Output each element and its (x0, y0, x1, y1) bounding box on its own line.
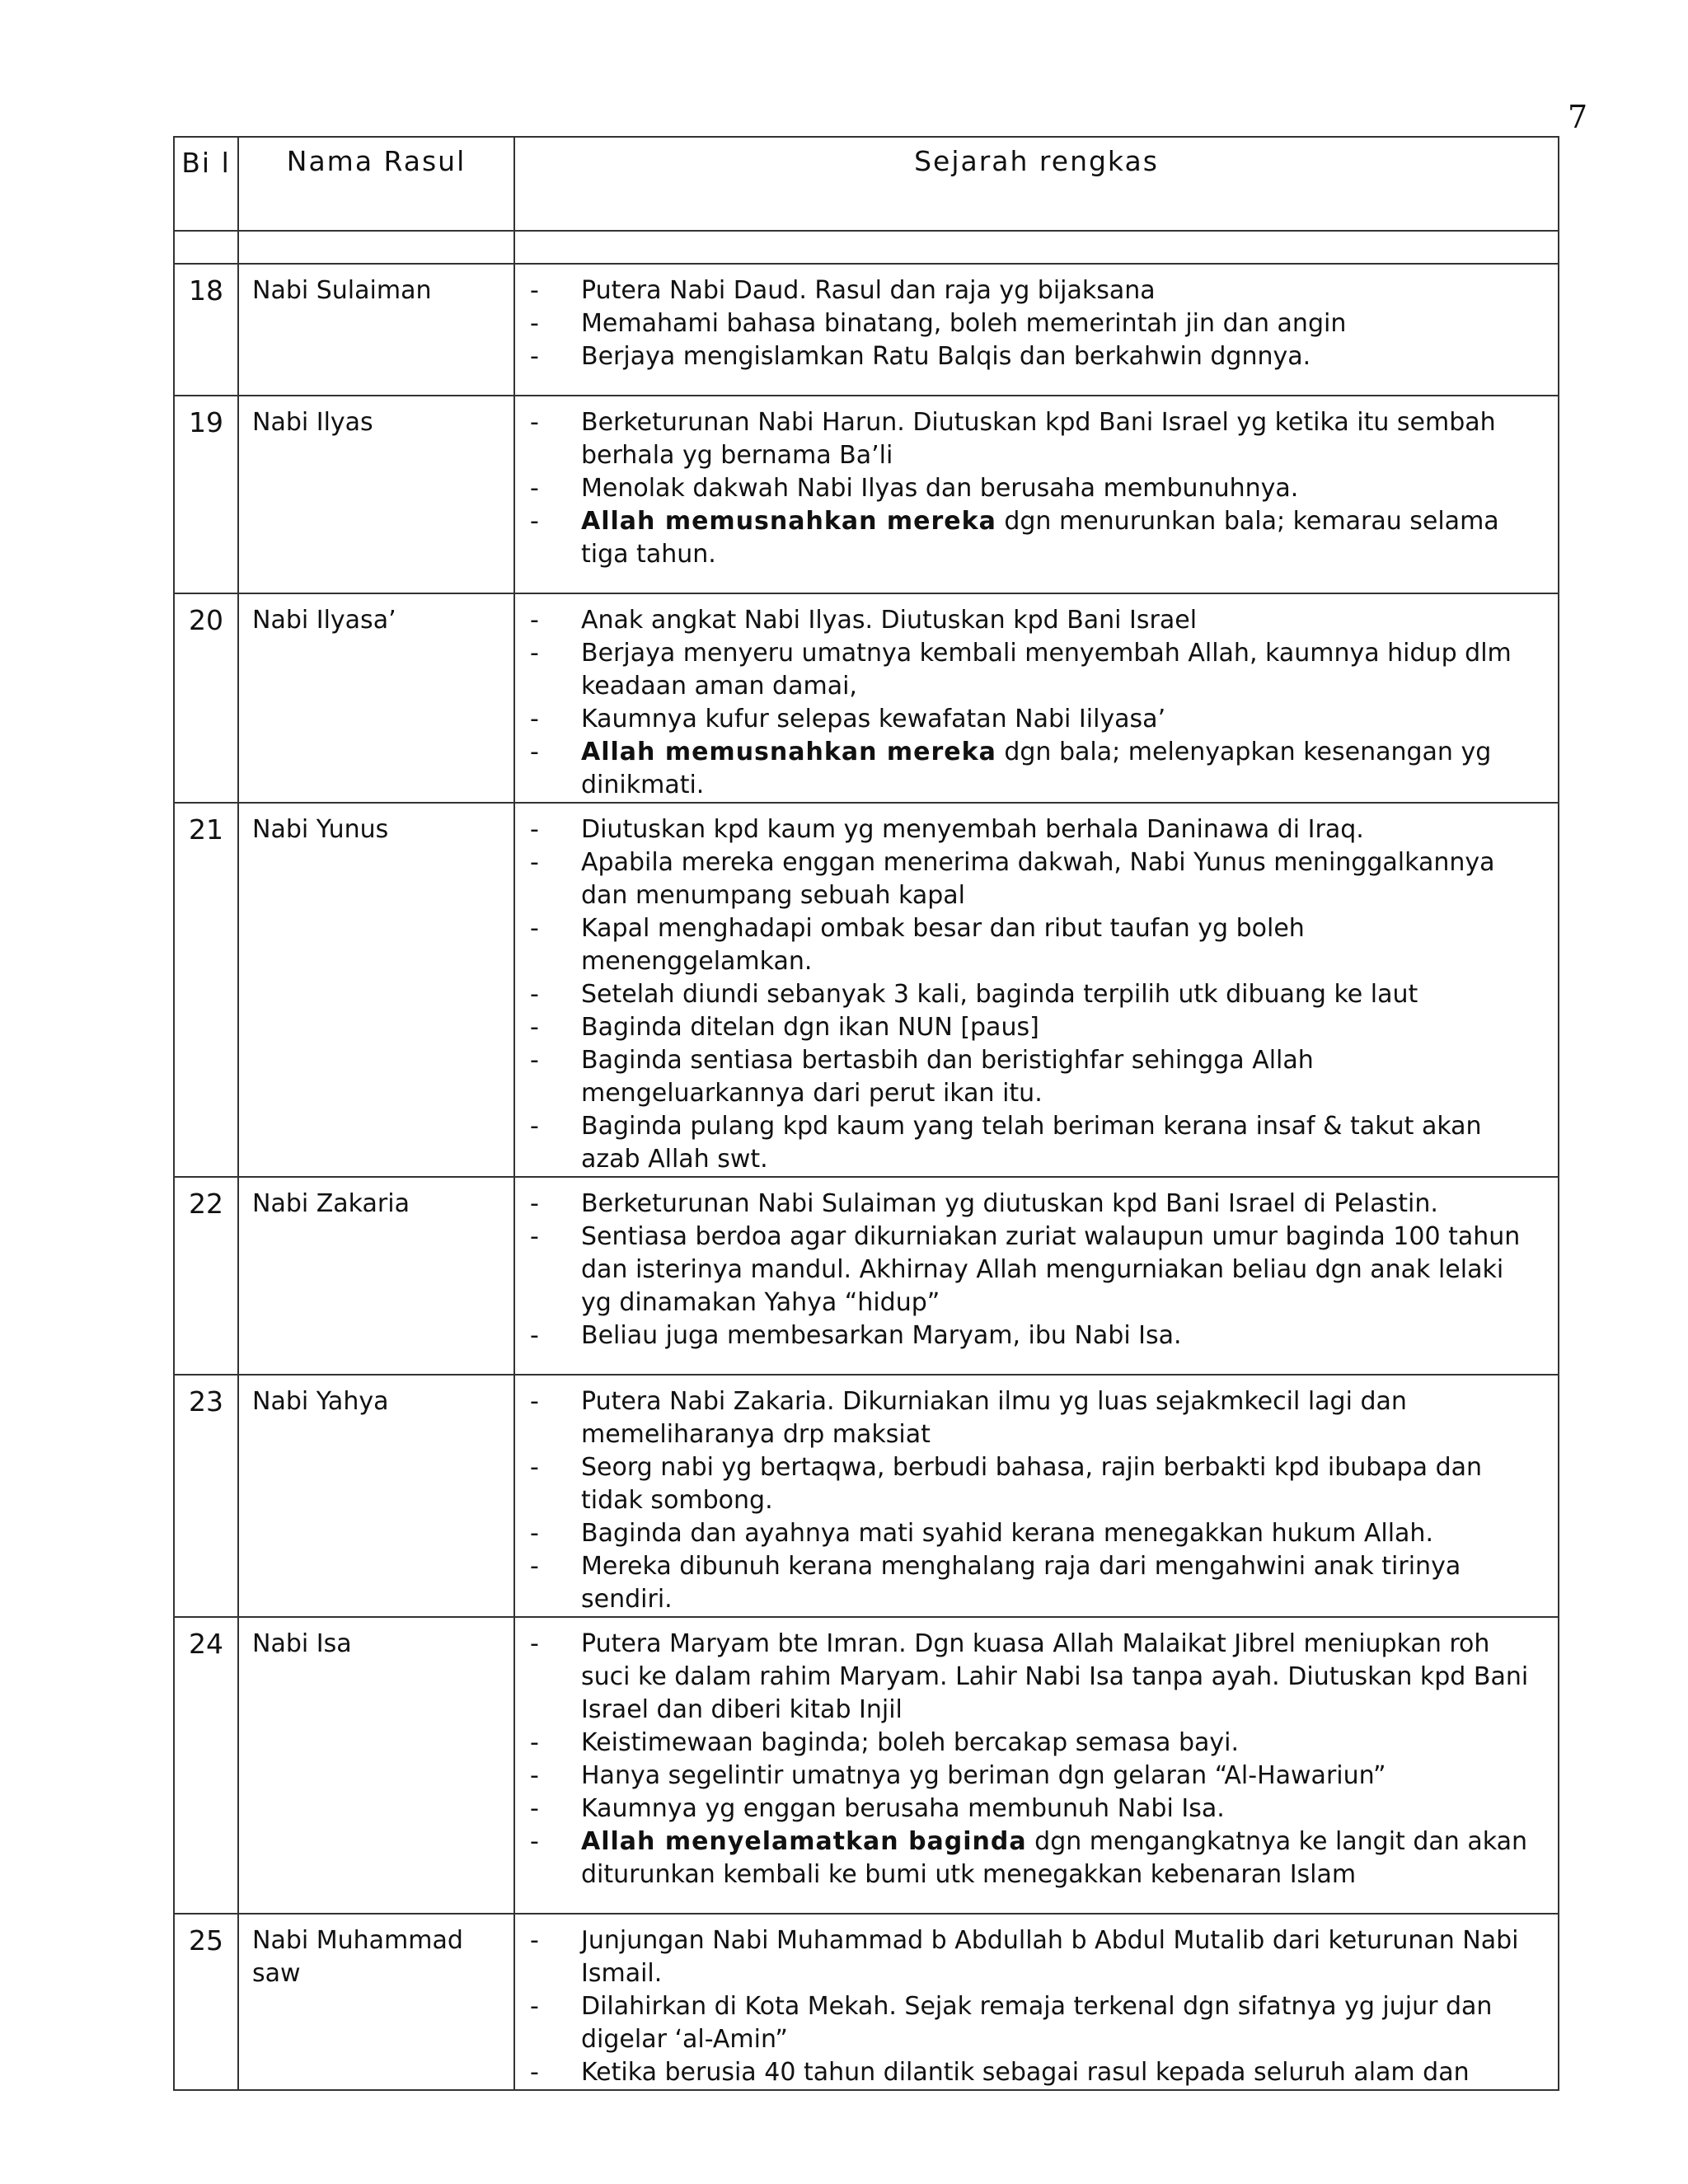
point-text: dgn bala; melenyapkan kesenangan yg dinikmati. (581, 738, 1492, 799)
history-points-list (530, 1628, 1541, 1891)
row-number: 23 (174, 1375, 238, 1617)
point-text: Kaumnya kufur selepas kewafatan Nabi Iilyasa’ (581, 705, 1166, 733)
history-point (530, 1319, 1541, 1352)
rasul-name: Nabi Ilyasa’ (238, 593, 514, 803)
bullet-dash: - (530, 342, 539, 371)
point-text: Berketurunan Nabi Harun. Diutuskan kpd Bani Israel yg ketika itu sembah berhala yg bernama Ba’li (581, 408, 1496, 470)
point-text: Hanya segelintir umatnya yg beriman dgn gelaran “Al-Hawariun” (581, 1761, 1386, 1790)
emphasis-text: Allah memusnahkan mereka (581, 507, 996, 536)
bullet-dash: - (530, 1222, 539, 1251)
bullet-dash: - (530, 1827, 539, 1856)
table-row (174, 1177, 1559, 1375)
point-text: dgn menurunkan bala; kemarau selama tiga tahun. (581, 507, 1499, 569)
point-text: Sentiasa berdoa agar dikurniakan zuriat walaupun umur baginda 100 tahun dan isterinya mandul. Akhirnay Allah mengurniakan beliau dgn anak lelaki yg dinamakan Yahya “hidup” (581, 1222, 1521, 1317)
bullet-dash: - (530, 1992, 539, 2021)
bullet-dash: - (530, 2058, 539, 2087)
history-point (530, 472, 1541, 505)
bullet-dash: - (530, 606, 539, 635)
history-point (530, 1793, 1541, 1825)
point-text: Setelah diundi sebanyak 3 kali, baginda terpilih utk dibuang ke laut (581, 980, 1418, 1009)
point-text: Baginda pulang kpd kaum yang telah beriman kerana insaf & takut akan azab Allah swt. (581, 1112, 1482, 1174)
history-cell (514, 1617, 1559, 1914)
rasul-name: Nabi Yahya (238, 1375, 514, 1617)
point-text: Ketika berusia 40 tahun dilantik sebagai rasul kepada seluruh alam dan (581, 2058, 1470, 2087)
point-text: Kapal menghadapi ombak besar dan ribut taufan yg boleh menenggelamkan. (581, 914, 1305, 976)
bullet-dash: - (530, 1629, 539, 1658)
rasul-name: Nabi Zakaria (238, 1177, 514, 1375)
history-point (530, 736, 1541, 802)
row-number: 18 (174, 264, 238, 396)
spacer-cell (238, 231, 514, 264)
history-point (530, 1517, 1541, 1550)
point-text: Diutuskan kpd kaum yg menyembah berhala Daninawa di Iraq. (581, 815, 1364, 844)
history-points-list (530, 813, 1541, 1176)
bullet-dash: - (530, 639, 539, 668)
bullet-dash: - (530, 1387, 539, 1416)
point-text: Junjungan Nabi Muhammad b Abdullah b Abdul Mutalib dari keturunan Nabi Ismail. (581, 1926, 1519, 1988)
bullet-dash: - (530, 705, 539, 733)
history-points-list (530, 1188, 1541, 1352)
history-point (530, 1221, 1541, 1319)
point-text: Berjaya mengislamkan Ratu Balqis dan berkahwin dgnnya. (581, 342, 1311, 371)
history-point (530, 1924, 1541, 1990)
point-text: Beliau juga membesarkan Maryam, ibu Nabi Isa. (581, 1321, 1182, 1350)
bullet-dash: - (530, 1794, 539, 1823)
history-point (530, 1628, 1541, 1727)
history-cell (514, 264, 1559, 396)
row-number: 25 (174, 1914, 238, 2090)
point-text: Berketurunan Nabi Sulaiman yg diutuskan kpd Bani Israel di Pelastin. (581, 1189, 1438, 1218)
page-number: 7 (1568, 99, 1588, 135)
rasul-table (173, 136, 1559, 2091)
bullet-dash: - (530, 474, 539, 503)
bullet-dash: - (530, 1552, 539, 1581)
bullet-dash: - (530, 1046, 539, 1075)
history-point (530, 2056, 1541, 2089)
history-points-list (530, 604, 1541, 802)
bullet-dash: - (530, 1519, 539, 1548)
point-text: Putera Maryam bte Imran. Dgn kuasa Allah Malaikat Jibrel meniupkan roh suci ke dalam rahim Maryam. Lahir Nabi Isa tanpa ayah. Diutuskan kpd Bani Israel dan diberi kitab Injil (581, 1629, 1529, 1724)
header-sejarah: Sejarah rengkas (514, 137, 1559, 231)
bullet-dash: - (530, 1189, 539, 1218)
point-text: Seorg nabi yg bertaqwa, berbudi bahasa, rajin berbakti kpd ibubapa dan tidak sombong. (581, 1453, 1483, 1515)
history-point (530, 1451, 1541, 1517)
history-point (530, 604, 1541, 637)
point-text: Menolak dakwah Nabi Ilyas dan berusaha membunuhnya. (581, 474, 1299, 503)
history-cell (514, 1375, 1559, 1617)
point-text: Putera Nabi Daud. Rasul dan raja yg bijaksana (581, 276, 1156, 305)
history-point (530, 1550, 1541, 1616)
history-cell (514, 1914, 1559, 2090)
bullet-dash: - (530, 1926, 539, 1955)
point-text: Apabila mereka enggan menerima dakwah, Nabi Yunus meninggalkannya dan menumpang sebuah kapal (581, 848, 1495, 910)
history-point (530, 1727, 1541, 1760)
point-text: Anak angkat Nabi Ilyas. Diutuskan kpd Bani Israel (581, 606, 1198, 635)
history-point (530, 1760, 1541, 1793)
bullet-dash: - (530, 815, 539, 844)
bullet-dash: - (530, 276, 539, 305)
bullet-dash: - (530, 1728, 539, 1757)
emphasis-text: Allah menyelamatkan baginda (581, 1827, 1027, 1856)
bullet-dash: - (530, 848, 539, 877)
spacer-cell (514, 231, 1559, 264)
history-point (530, 274, 1541, 307)
bullet-dash: - (530, 1112, 539, 1141)
point-text: Memahami bahasa binatang, boleh memerintah jin dan angin (581, 309, 1347, 338)
point-text: Dilahirkan di Kota Mekah. Sejak remaja terkenal dgn sifatnya yg jujur dan digelar ‘al-Amin” (581, 1992, 1493, 2054)
history-point (530, 1990, 1541, 2056)
row-number: 22 (174, 1177, 238, 1375)
header-row (174, 137, 1559, 231)
point-text: Kaumnya yg enggan berusaha membunuh Nabi Isa. (581, 1794, 1225, 1823)
history-point (530, 340, 1541, 373)
rasul-name: Nabi Muhammad saw (238, 1914, 514, 2090)
history-point (530, 307, 1541, 340)
row-number: 21 (174, 803, 238, 1177)
history-cell (514, 803, 1559, 1177)
bullet-dash: - (530, 1761, 539, 1790)
history-point (530, 813, 1541, 846)
bullet-dash: - (530, 1013, 539, 1042)
history-cell (514, 593, 1559, 803)
table-row (174, 396, 1559, 593)
header-bil: Bi l (174, 137, 238, 231)
history-points-list (530, 1385, 1541, 1616)
table-row (174, 1617, 1559, 1914)
row-number: 20 (174, 593, 238, 803)
history-point (530, 505, 1541, 571)
rasul-name: Nabi Ilyas (238, 396, 514, 593)
history-point (530, 1044, 1541, 1110)
bullet-dash: - (530, 738, 539, 766)
history-point (530, 978, 1541, 1011)
history-point (530, 1825, 1541, 1891)
history-points-list (530, 406, 1541, 571)
history-cell (514, 396, 1559, 593)
emphasis-text: Allah memusnahkan mereka (581, 738, 996, 766)
history-point (530, 637, 1541, 703)
table-row (174, 593, 1559, 803)
history-cell (514, 1177, 1559, 1375)
spacer-cell (174, 231, 238, 264)
bullet-dash: - (530, 980, 539, 1009)
table-row (174, 803, 1559, 1177)
spacer-row (174, 231, 1559, 264)
table-row (174, 264, 1559, 396)
bullet-dash: - (530, 408, 539, 437)
history-points-list (530, 274, 1541, 373)
history-point (530, 1011, 1541, 1044)
history-point (530, 1385, 1541, 1451)
table-row (174, 1914, 1559, 2090)
history-point (530, 406, 1541, 472)
point-text: Baginda ditelan dgn ikan NUN [paus] (581, 1013, 1039, 1042)
header-nama-rasul: Nama Rasul (238, 137, 514, 231)
table-row (174, 1375, 1559, 1617)
point-text: Mereka dibunuh kerana menghalang raja dari mengahwini anak tirinya sendiri. (581, 1552, 1461, 1614)
rasul-name: Nabi Isa (238, 1617, 514, 1914)
history-point (530, 703, 1541, 736)
bullet-dash: - (530, 507, 539, 536)
point-text: Baginda dan ayahnya mati syahid kerana menegakkan hukum Allah. (581, 1519, 1433, 1548)
point-text: Putera Nabi Zakaria. Dikurniakan ilmu yg luas sejakmkecil lagi dan memeliharanya drp maksiat (581, 1387, 1407, 1449)
point-text: Keistimewaan baginda; boleh bercakap semasa bayi. (581, 1728, 1240, 1757)
point-text: Berjaya menyeru umatnya kembali menyembah Allah, kaumnya hidup dlm keadaan aman damai, (581, 639, 1512, 701)
row-number: 24 (174, 1617, 238, 1914)
bullet-dash: - (530, 1321, 539, 1350)
rasul-name: Nabi Yunus (238, 803, 514, 1177)
history-point (530, 1188, 1541, 1221)
bullet-dash: - (530, 1453, 539, 1482)
history-points-list (530, 1924, 1541, 2089)
bullet-dash: - (530, 309, 539, 338)
history-point (530, 846, 1541, 912)
point-text: dgn mengangkatnya ke langit dan akan diturunkan kembali ke bumi utk menegakkan kebenaran Islam (581, 1827, 1527, 1889)
row-number: 19 (174, 396, 238, 593)
history-point (530, 912, 1541, 978)
bullet-dash: - (530, 914, 539, 943)
rasul-name: Nabi Sulaiman (238, 264, 514, 396)
history-point (530, 1110, 1541, 1176)
point-text: Baginda sentiasa bertasbih dan beristighfar sehingga Allah mengeluarkannya dari perut ikan itu. (581, 1046, 1314, 1108)
